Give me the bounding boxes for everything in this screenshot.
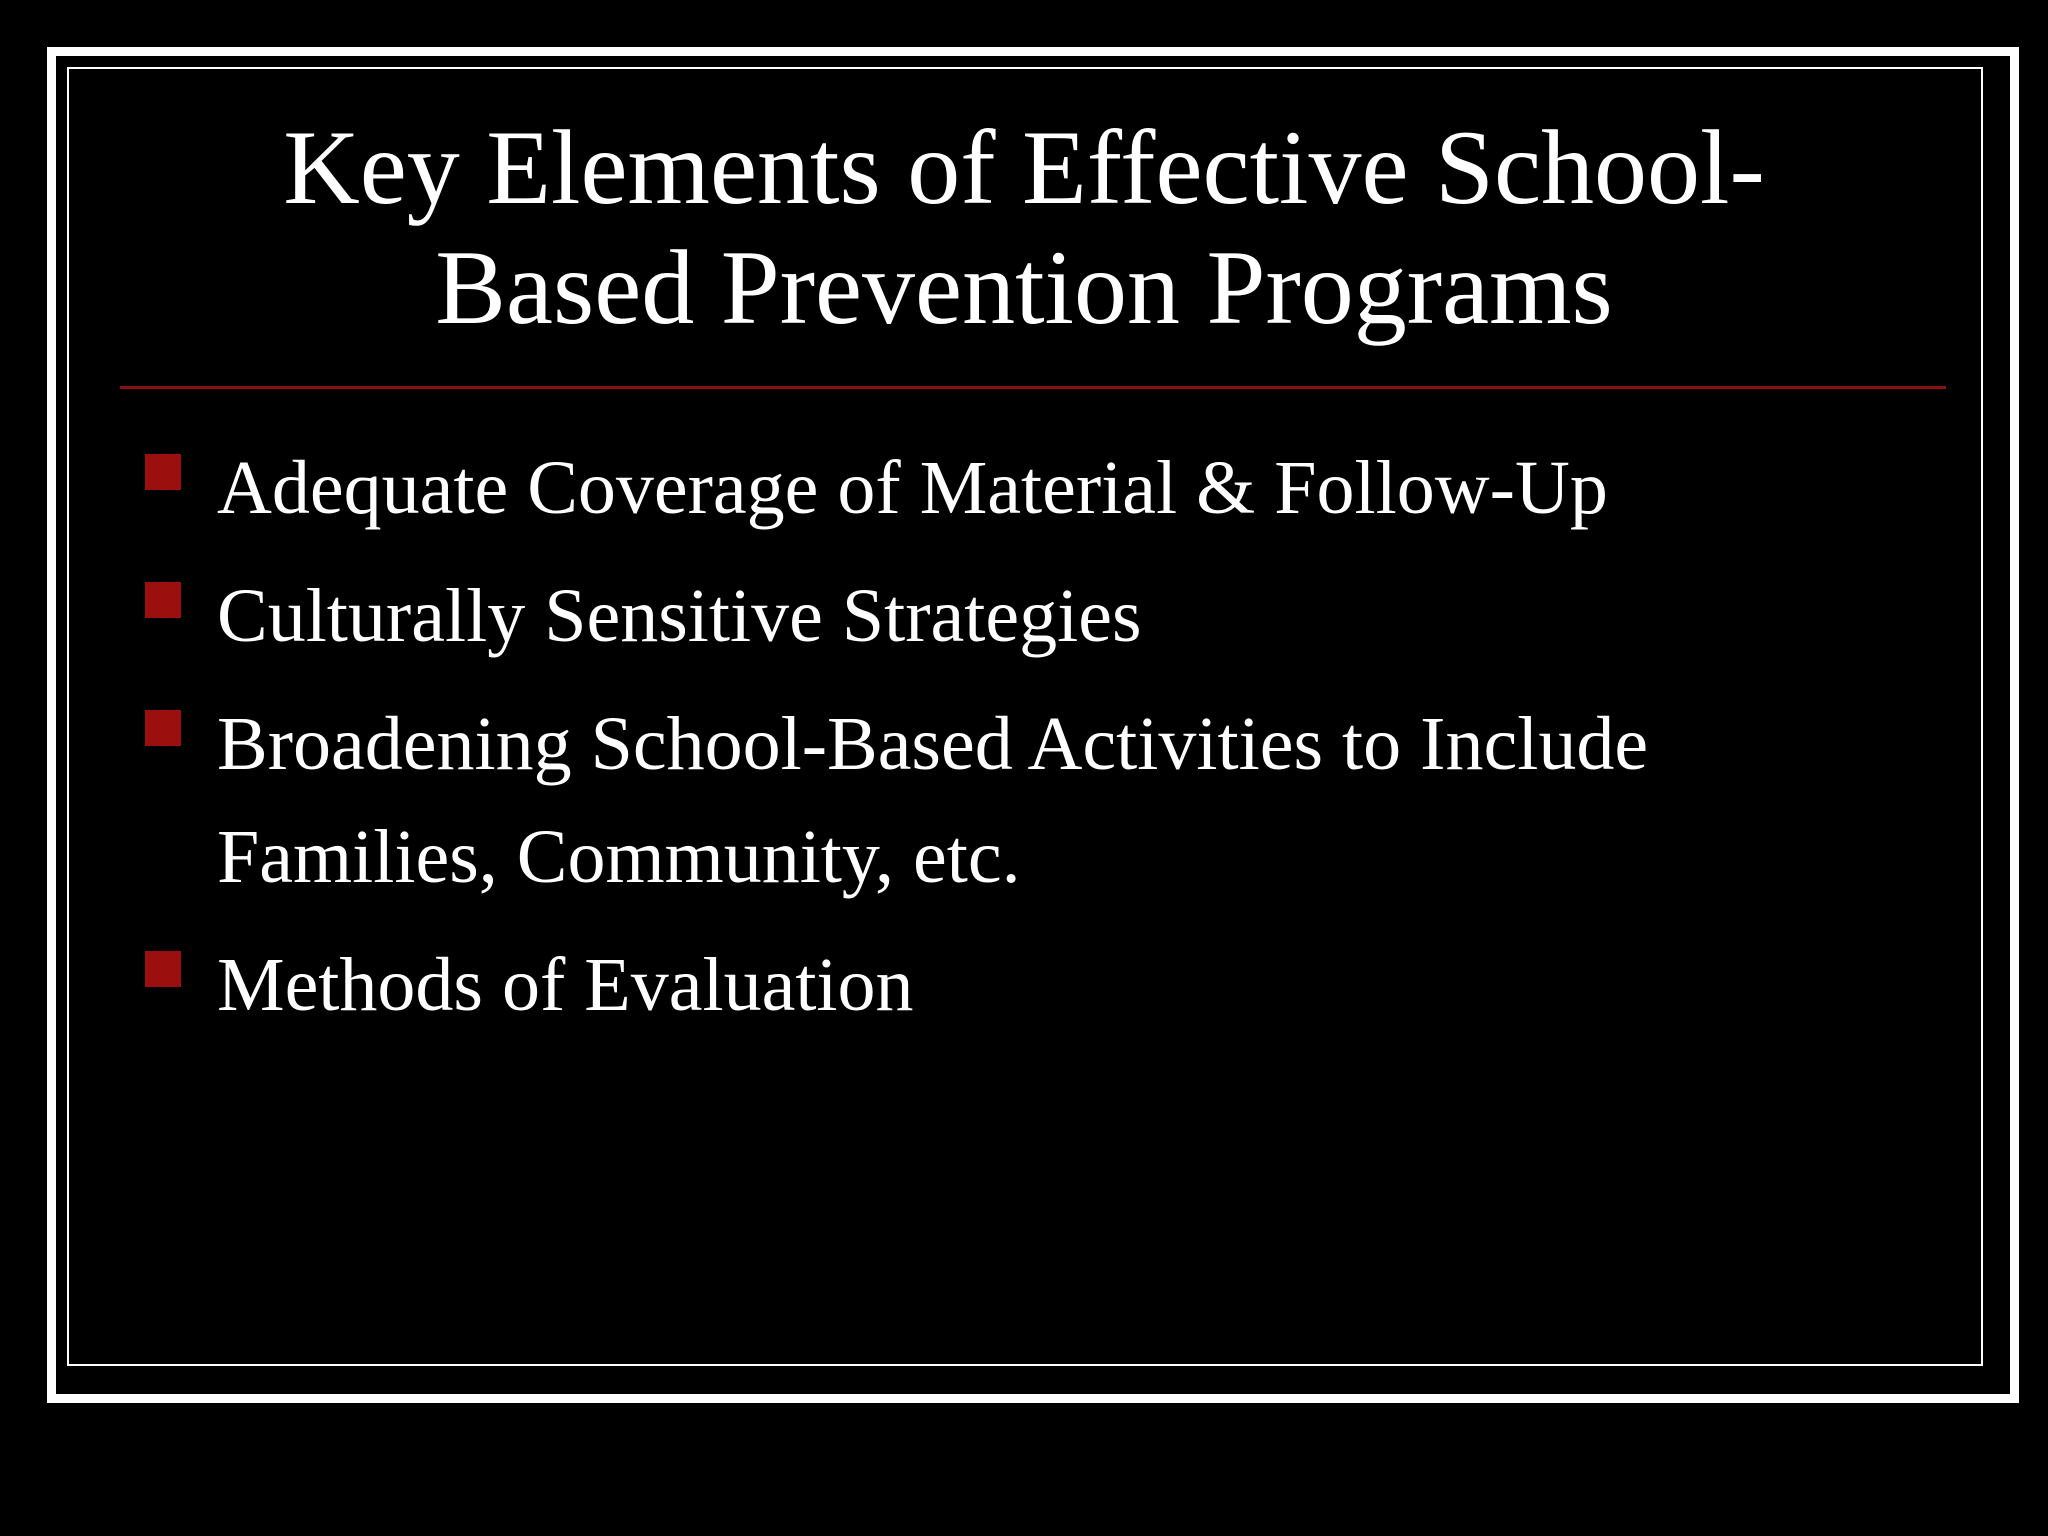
square-bullet-icon [145, 454, 181, 490]
bullet-item [145, 688, 1905, 914]
slide-title-line-2: Based Prevention Programs [435, 229, 1613, 346]
bullet-text: Methods of Evaluation [217, 943, 914, 1027]
bullet-item [145, 929, 1905, 1042]
square-bullet-icon [145, 710, 181, 746]
title-divider [120, 386, 1946, 389]
slide-title [100, 108, 1948, 348]
bullet-text: Adequate Coverage of Material & Follow-Up [217, 446, 1608, 530]
square-bullet-icon [145, 582, 181, 618]
slide-title-line-1: Key Elements of Effective School- [283, 109, 1765, 226]
bullet-list [145, 432, 1905, 1057]
square-bullet-icon [145, 951, 181, 987]
bullet-text: Broadening School-Based Activities to Include Families, Community, etc. [217, 702, 1649, 899]
bullet-item [145, 432, 1905, 545]
bullet-text: Culturally Sensitive Strategies [217, 574, 1142, 658]
bullet-item [145, 560, 1905, 673]
